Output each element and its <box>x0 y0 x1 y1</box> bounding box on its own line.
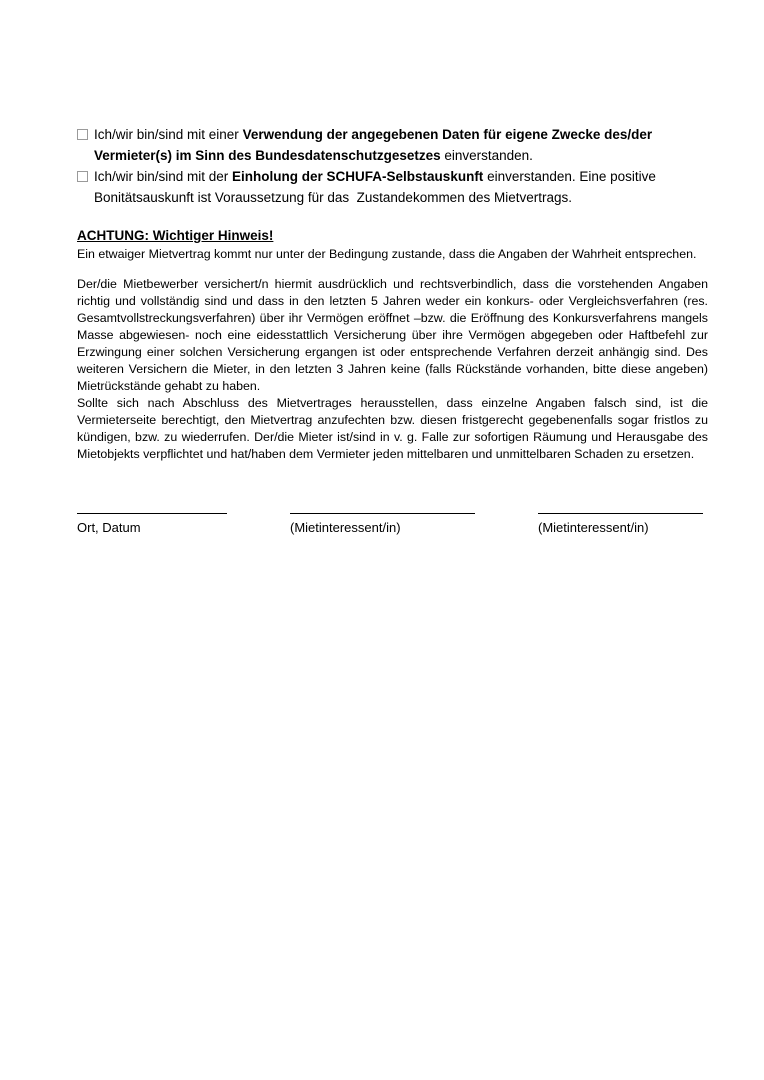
consent-item-schufa <box>77 166 708 208</box>
signature-line[interactable] <box>290 503 475 514</box>
signature-block-tenant-1 <box>290 503 475 536</box>
consent-text-suffix: einverstanden. Eine positive Bonitätsauskunft ist Voraussetzung für das Zustandekommen des Mietvertrags. <box>94 169 660 205</box>
signature-block-tenant-2 <box>538 503 703 536</box>
consent-text-prefix: Ich/wir bin/sind mit der <box>94 169 233 184</box>
signature-label: Ort, Datum <box>77 520 141 535</box>
signature-block-place-date <box>77 503 227 536</box>
notice-intro: Ein etwaiger Mietvertrag kommt nur unter der Bedingung zustande, dass die Angaben der Wahrheit entsprechen. <box>77 247 697 261</box>
signature-line[interactable] <box>538 503 703 514</box>
consent-item-data-usage <box>77 124 708 166</box>
data-usage-checkbox[interactable] <box>77 129 88 140</box>
consent-text-bold: Verwendung der angegebenen Daten für eigene Zwecke des/der Vermieter(s) im Sinn des Bundesdatenschutzgesetzes <box>94 127 656 163</box>
signature-label: (Mietinteressent/in) <box>538 520 649 535</box>
signature-label: (Mietinteressent/in) <box>290 520 401 535</box>
declaration-paragraph-1: Der/die Mietbewerber versichert/n hiermit ausdrücklich und rechtsverbindlich, dass die vorstehenden Angaben richtig und vollständig sind und dass in den letzten 5 Jahren weder ein konkurs- oder Vergleichsverfahren (res. Gesamtvollstreckungsverfahren) über ihr Vermögen eröffnet –bzw. die Eröffnung des Konkursverfahrens mangels Masse abgewiesen- noch eine eidesstattlich Versicherung über ihre Vermögen abgegeben oder Haftbefehl zur Erzwingung einer solchen Versicherung ergangen ist oder entsprechende Verfahren derzeit anhängig sind. Des weiteren Versichern die Mieter, in den letzten 3 Jahren keine (falls Rückstände vorhanden, bitte diese angeben) Mietrückstände gehabt zu haben. <box>77 277 708 393</box>
consent-item-text <box>94 124 708 166</box>
declaration-section <box>77 276 708 463</box>
consent-section <box>77 124 708 208</box>
notice-heading: ACHTUNG: Wichtiger Hinweis! <box>77 228 274 243</box>
notice-section <box>77 227 708 264</box>
declaration-paragraph-2: Sollte sich nach Abschluss des Mietvertrages herausstellen, dass einzelne Angaben falsch sind, ist die Vermieterseite berechtigt, den Mietvertrag anzufechten bzw. diesen fristgerecht gegebenenfalls sogar fristlos zu kündigen, bzw. zu wiederrufen. Der/die Mieter ist/sind in v. g. Falle zur sofortigen Räumung und Herausgabe des Mietobjekts verpflichtet und hat/haben dem Vermieter jeden mittelbaren und unmittelbaren Schaden zu ersetzen. <box>77 396 708 461</box>
signature-section <box>77 503 708 536</box>
consent-item-text <box>94 166 708 208</box>
consent-text-bold: Einholung der SCHUFA-Selbstauskunft <box>232 169 484 184</box>
schufa-checkbox[interactable] <box>77 171 88 182</box>
consent-text-prefix: Ich/wir bin/sind mit einer <box>94 127 243 142</box>
signature-line[interactable] <box>77 503 227 514</box>
consent-text-suffix: einverstanden. <box>440 148 533 163</box>
